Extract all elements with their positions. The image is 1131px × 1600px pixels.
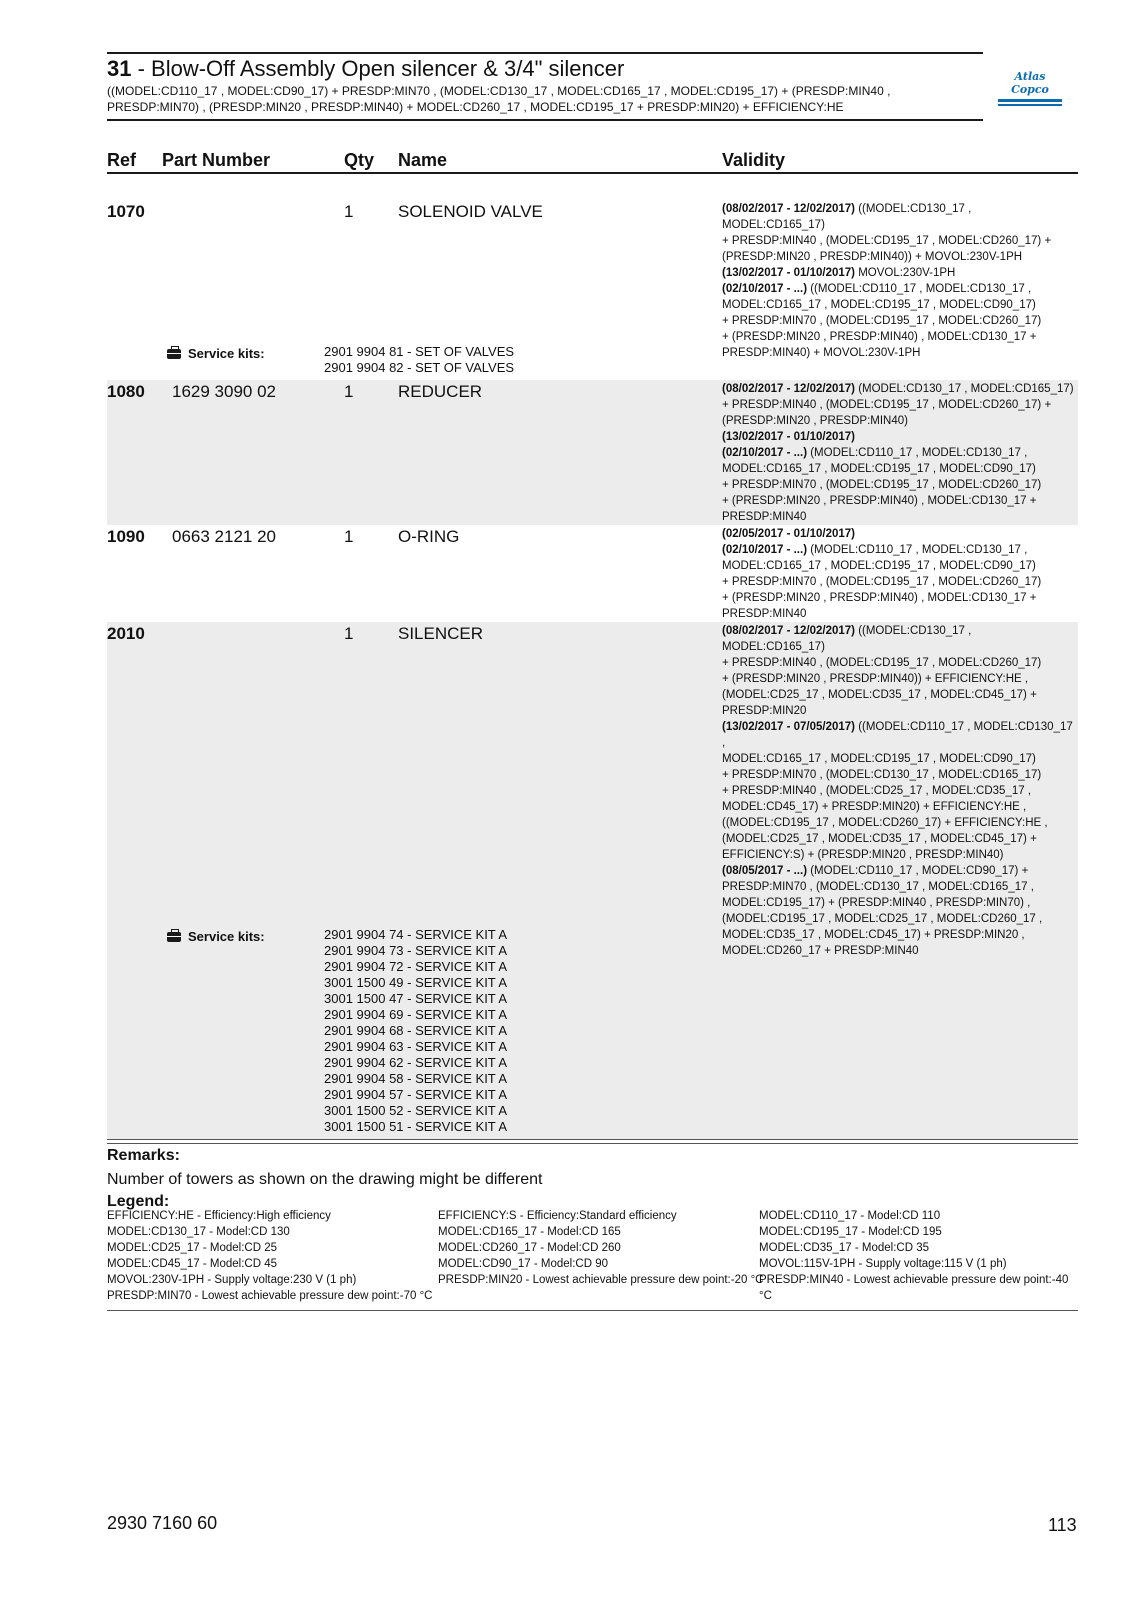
- service-kit-item: 2901 9904 74 - SERVICE KIT A: [324, 927, 508, 942]
- legend-item: MODEL:CD45_17 - Model:CD 45: [107, 1258, 278, 1270]
- legend-column-3: [759, 1208, 1078, 1304]
- row-name: SILENCER: [398, 624, 484, 643]
- row-ref: 1080: [107, 382, 145, 401]
- section-title: - Blow-Off Assembly Open silencer & 3/4" silencer: [131, 56, 625, 81]
- row-ref: 2010: [107, 624, 145, 643]
- table-row: [107, 525, 1078, 622]
- validity-line: + (PRESDP:MIN20 , PRESDP:MIN40) , MODEL:CD130_17 +: [722, 331, 1037, 343]
- validity-line: (MODEL:CD25_17 , MODEL:CD35_17 , MODEL:CD45_17) +: [722, 833, 1037, 845]
- row-name: REDUCER: [398, 382, 483, 401]
- service-kit-item: 2901 9904 63 - SERVICE KIT A: [324, 1039, 508, 1054]
- row-validity: [722, 623, 1074, 959]
- page-number: 113: [1048, 1515, 1077, 1535]
- header-subtitle-2: PRESDP:MIN70) , (PRESDP:MIN20 , PRESDP:MIN40) + MODEL:CD260_17 , MODEL:CD195_17 + PRESDP:MIN20) + EFFICIENCY:HE: [107, 100, 844, 114]
- service-kit-item: 2901 9904 68 - SERVICE KIT A: [324, 1023, 508, 1038]
- service-kit-item: 2901 9904 58 - SERVICE KIT A: [324, 1071, 508, 1086]
- legend-item: MOVOL:115V-1PH - Supply voltage:115 V (1 ph): [759, 1258, 1007, 1270]
- validity-line: (13/02/2017 - 01/10/2017) MOVOL:230V-1PH: [722, 267, 956, 279]
- service-kit-item: 3001 1500 47 - SERVICE KIT A: [324, 991, 508, 1006]
- validity-line: + (PRESDP:MIN20 , PRESDP:MIN40) , MODEL:CD130_17 +: [722, 495, 1037, 507]
- legend-item: EFFICIENCY:HE - Efficiency:High efficiency: [107, 1210, 331, 1222]
- row-name: SOLENOID VALVE: [398, 202, 543, 221]
- table-row: [107, 622, 1078, 1140]
- validity-line: ((MODEL:CD195_17 , MODEL:CD260_17) + EFFICIENCY:HE ,: [722, 817, 1048, 829]
- legend-title: Legend:: [107, 1193, 170, 1210]
- service-kit-item: 3001 1500 51 - SERVICE KIT A: [324, 1119, 508, 1134]
- validity-line: (02/10/2017 - ...) ((MODEL:CD110_17 , MODEL:CD130_17 ,: [722, 283, 1032, 295]
- col-qty: Qty: [344, 150, 375, 170]
- validity-line: (13/02/2017 - 01/10/2017): [722, 431, 855, 443]
- validity-line: MODEL:CD195_17) + (PRESDP:MIN40 , PRESDP:MIN70) ,: [722, 897, 1031, 909]
- col-name: Name: [398, 150, 448, 170]
- validity-line: + (PRESDP:MIN20 , PRESDP:MIN40) , MODEL:CD130_17 +: [722, 592, 1037, 604]
- row-name: O-RING: [398, 527, 460, 546]
- logo-bar: [998, 99, 1062, 102]
- row-validity: [722, 526, 1074, 622]
- legend-item: PRESDP:MIN70 - Lowest achievable pressure dew point:-70 °C: [107, 1290, 433, 1302]
- toolbox-icon: [167, 932, 181, 942]
- validity-line: + (PRESDP:MIN20 , PRESDP:MIN40)) + EFFICIENCY:HE ,: [722, 673, 1029, 685]
- validity-line: (08/05/2017 - ...) (MODEL:CD110_17 , MODEL:CD90_17) +: [722, 865, 1029, 877]
- service-kit-item: 2901 9904 81 - SET OF VALVES: [324, 344, 515, 359]
- col-ref: Ref: [107, 150, 137, 170]
- service-kit-item: 2901 9904 69 - SERVICE KIT A: [324, 1007, 508, 1022]
- service-kit-item: 2901 9904 72 - SERVICE KIT A: [324, 959, 508, 974]
- legend: [107, 1208, 1078, 1311]
- service-kit-item: 3001 1500 52 - SERVICE KIT A: [324, 1103, 508, 1118]
- validity-line: MODEL:CD165_17 , MODEL:CD195_17 , MODEL:CD90_17): [722, 463, 1036, 475]
- atlas-copco-logo: [998, 67, 1062, 95]
- section-number: 31: [107, 56, 132, 81]
- validity-line: MODEL:CD165_17 , MODEL:CD195_17 , MODEL:CD90_17): [722, 560, 1036, 572]
- validity-line: + PRESDP:MIN40 , (MODEL:CD195_17 , MODEL:CD260_17) +: [722, 399, 1052, 411]
- row-ref: 1090: [107, 527, 145, 546]
- validity-line: + PRESDP:MIN70 , (MODEL:CD195_17 , MODEL:CD260_17): [722, 315, 1042, 327]
- validity-line: (PRESDP:MIN20 , PRESDP:MIN40)) + MOVOL:230V-1PH: [722, 251, 1023, 263]
- validity-line: (08/02/2017 - 12/02/2017) (MODEL:CD130_17 , MODEL:CD165_17): [722, 383, 1074, 395]
- validity-line: PRESDP:MIN40: [722, 511, 807, 523]
- validity-line: MODEL:CD260_17 + PRESDP:MIN40: [722, 945, 919, 957]
- document-number: 2930 7160 60: [107, 1513, 218, 1533]
- toolbox-icon: [167, 349, 181, 359]
- validity-line: MODEL:CD45_17) + PRESDP:MIN20) + EFFICIENCY:HE ,: [722, 801, 1027, 813]
- service-kit-item: 2901 9904 62 - SERVICE KIT A: [324, 1055, 508, 1070]
- legend-column-1: [107, 1208, 432, 1304]
- legend-column-2: [438, 1208, 763, 1288]
- col-part-number: Part Number: [162, 150, 271, 170]
- service-kit-item: 2901 9904 73 - SERVICE KIT A: [324, 943, 508, 958]
- logo-text: Atlas Copco: [1011, 70, 1049, 96]
- legend-item: PRESDP:MIN40 - Lowest achievable pressure dew point:-40 °C: [759, 1274, 1069, 1302]
- validity-line: + PRESDP:MIN40 , (MODEL:CD25_17 , MODEL:CD35_17 ,: [722, 785, 1032, 797]
- validity-line: (02/10/2017 - ...) (MODEL:CD110_17 , MODEL:CD130_17 ,: [722, 447, 1028, 459]
- legend-item: MODEL:CD195_17 - Model:CD 195: [759, 1226, 942, 1238]
- validity-line: PRESDP:MIN40: [722, 608, 807, 620]
- validity-line: EFFICIENCY:S) + (PRESDP:MIN20 , PRESDP:MIN40): [722, 849, 1004, 861]
- legend-item: MODEL:CD130_17 - Model:CD 130: [107, 1226, 290, 1238]
- page-header: [107, 52, 983, 121]
- row-qty: 1: [344, 527, 354, 546]
- remarks-section: [107, 1143, 1078, 1211]
- remarks-title: Remarks:: [107, 1147, 180, 1164]
- legend-item: MODEL:CD35_17 - Model:CD 35: [759, 1242, 930, 1254]
- row-qty: 1: [344, 202, 354, 221]
- validity-line: (13/02/2017 - 07/05/2017) ((MODEL:CD110_17 , MODEL:CD130_17 ,: [722, 721, 1073, 749]
- legend-item: MODEL:CD110_17 - Model:CD 110: [759, 1210, 941, 1222]
- legend-item: PRESDP:MIN20 - Lowest achievable pressure dew point:-20 °C: [438, 1274, 764, 1286]
- legend-item: MODEL:CD90_17 - Model:CD 90: [438, 1258, 609, 1270]
- table-row: [107, 380, 1078, 525]
- validity-line: (02/05/2017 - 01/10/2017): [722, 528, 855, 540]
- table-row: [107, 200, 1078, 375]
- remarks-text: Number of towers as shown on the drawing might be different: [107, 1171, 543, 1188]
- row-qty: 1: [344, 624, 354, 643]
- validity-line: + PRESDP:MIN70 , (MODEL:CD195_17 , MODEL:CD260_17): [722, 576, 1042, 588]
- row-validity: [722, 201, 1074, 361]
- row-qty: 1: [344, 382, 354, 401]
- service-kits-list: [324, 927, 507, 1135]
- validity-line: PRESDP:MIN70 , (MODEL:CD130_17 , MODEL:CD165_17 ,: [722, 881, 1034, 893]
- validity-line: (08/02/2017 - 12/02/2017) ((MODEL:CD130_17 , MODEL:CD165_17): [722, 203, 972, 231]
- legend-item: MODEL:CD25_17 - Model:CD 25: [107, 1242, 278, 1254]
- validity-line: MODEL:CD165_17 , MODEL:CD195_17 , MODEL:CD90_17): [722, 299, 1036, 311]
- legend-item: MODEL:CD260_17 - Model:CD 260: [438, 1242, 621, 1254]
- service-kit-item: 2901 9904 57 - SERVICE KIT A: [324, 1087, 508, 1102]
- validity-line: (MODEL:CD25_17 , MODEL:CD35_17 , MODEL:CD45_17) +: [722, 689, 1037, 701]
- table-header: [107, 150, 1078, 174]
- legend-item: MODEL:CD165_17 - Model:CD 165: [438, 1226, 621, 1238]
- validity-line: (08/02/2017 - 12/02/2017) ((MODEL:CD130_17 , MODEL:CD165_17): [722, 625, 972, 653]
- validity-line: + PRESDP:MIN70 , (MODEL:CD130_17 , MODEL:CD165_17): [722, 769, 1042, 781]
- page-title: [107, 57, 983, 81]
- legend-item: MOVOL:230V-1PH - Supply voltage:230 V (1 ph): [107, 1274, 357, 1286]
- service-kits-list: [324, 344, 514, 376]
- service-kit-item: 2901 9904 82 - SET OF VALVES: [324, 360, 515, 375]
- col-validity: Validity: [722, 150, 786, 170]
- validity-line: PRESDP:MIN20: [722, 705, 807, 717]
- validity-line: MODEL:CD35_17 , MODEL:CD45_17) + PRESDP:MIN20 ,: [722, 929, 1025, 941]
- legend-item: EFFICIENCY:S - Efficiency:Standard efficiency: [438, 1210, 677, 1222]
- validity-line: PRESDP:MIN40) + MOVOL:230V-1PH: [722, 347, 921, 359]
- validity-line: + PRESDP:MIN70 , (MODEL:CD195_17 , MODEL:CD260_17): [722, 479, 1042, 491]
- row-part-number: 1629 3090 02: [172, 382, 276, 401]
- validity-line: (02/10/2017 - ...) (MODEL:CD110_17 , MODEL:CD130_17 ,: [722, 544, 1028, 556]
- row-validity: [722, 381, 1074, 525]
- row-part-number: 0663 2121 20: [172, 527, 276, 546]
- validity-line: + PRESDP:MIN40 , (MODEL:CD195_17 , MODEL:CD260_17) +: [722, 235, 1052, 247]
- validity-line: MODEL:CD165_17 , MODEL:CD195_17 , MODEL:CD90_17): [722, 753, 1036, 765]
- service-kit-item: 3001 1500 49 - SERVICE KIT A: [324, 975, 508, 990]
- logo-bar-thin: [998, 104, 1062, 106]
- validity-line: (PRESDP:MIN20 , PRESDP:MIN40): [722, 415, 908, 427]
- header-subtitle-1: ((MODEL:CD110_17 , MODEL:CD90_17) + PRESDP:MIN70 , (MODEL:CD130_17 , MODEL:CD165_17 , MODEL:CD195_17) + (PRESDP:MIN40 ,: [107, 84, 891, 98]
- validity-line: + PRESDP:MIN40 , (MODEL:CD195_17 , MODEL:CD260_17): [722, 657, 1042, 669]
- row-ref: 1070: [107, 202, 145, 221]
- validity-line: (MODEL:CD195_17 , MODEL:CD25_17 , MODEL:CD260_17 ,: [722, 913, 1043, 925]
- service-kits-label: Service kits:: [167, 346, 265, 361]
- service-kits-label: Service kits:: [167, 929, 265, 944]
